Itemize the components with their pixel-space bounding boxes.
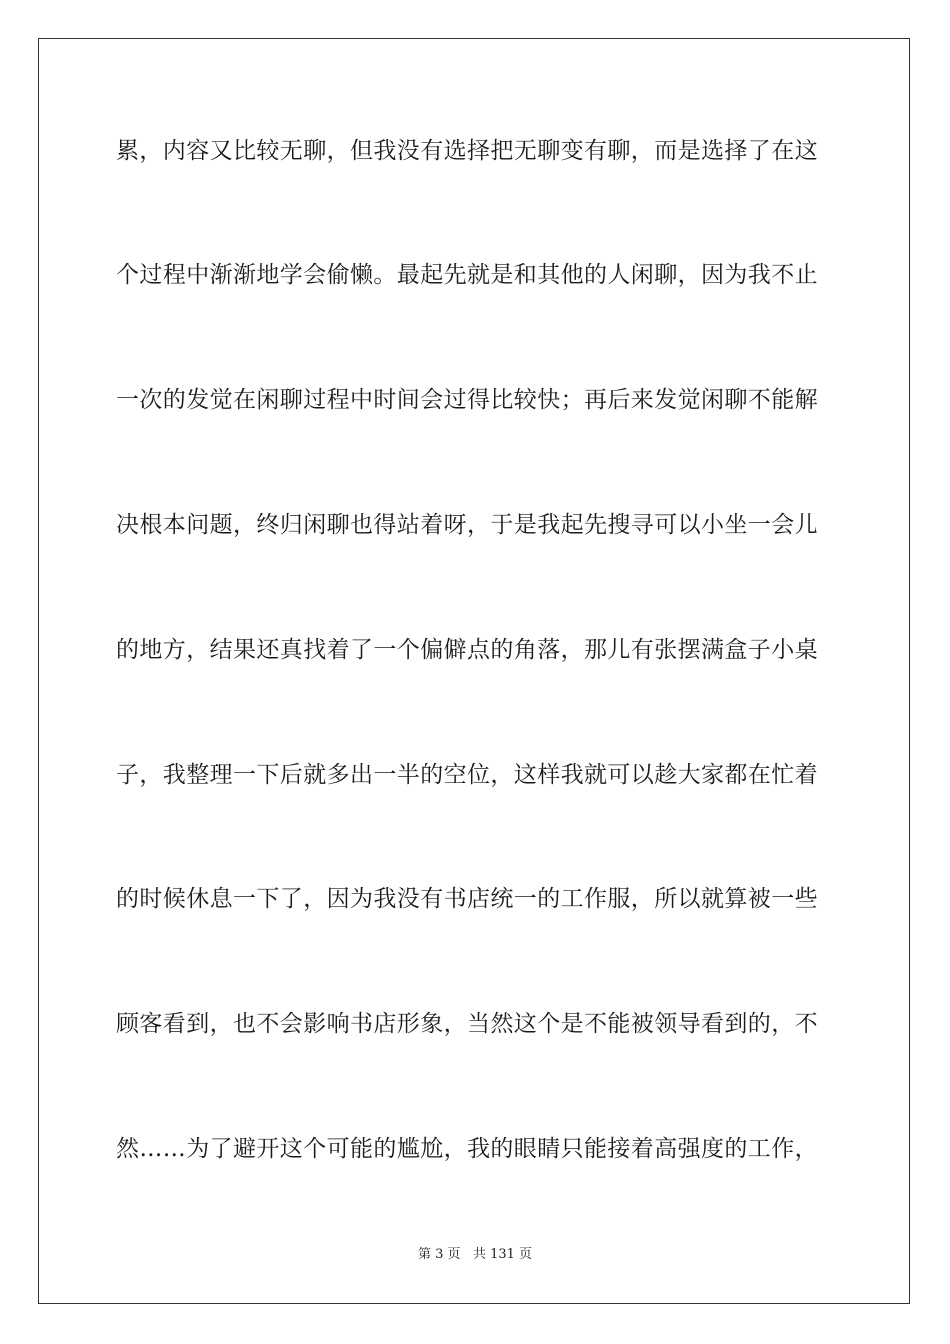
page-number: 第 3 页: [417, 1247, 461, 1262]
text-line-2: 个过程中渐渐地学会偷懒。最起先就是和其他的人闲聊，因为我不止: [116, 262, 818, 288]
text-line-8: 顾客看到，也不会影响书店形象，当然这个是不能被领导看到的，不: [116, 1011, 818, 1037]
text-line-1: 累，内容又比较无聊，但我没有选择把无聊变有聊，而是选择了在这: [116, 138, 818, 164]
page-border: [38, 38, 910, 1304]
text-line-9: 然……为了避开这个可能的尴尬，我的眼睛只能接着高强度的工作，: [116, 1136, 818, 1162]
text-line-6: 子，我整理一下后就多出一半的空位，这样我就可以趁大家都在忙着: [116, 762, 818, 788]
text-line-5: 的地方，结果还真找着了一个偏僻点的角落，那儿有张摆满盒子小桌: [116, 637, 818, 663]
text-line-3: 一次的发觉在闲聊过程中时间会过得比较快；再后来发觉闲聊不能解: [116, 387, 818, 413]
text-line-4: 决根本问题，终归闲聊也得站着呀，于是我起先搜寻可以小坐一会儿: [116, 512, 818, 538]
page-total: 共 131 页: [472, 1247, 533, 1262]
text-line-7: 的时候休息一下了，因为我没有书店统一的工作服，所以就算被一些: [116, 886, 818, 912]
page-footer: [0, 1246, 950, 1264]
